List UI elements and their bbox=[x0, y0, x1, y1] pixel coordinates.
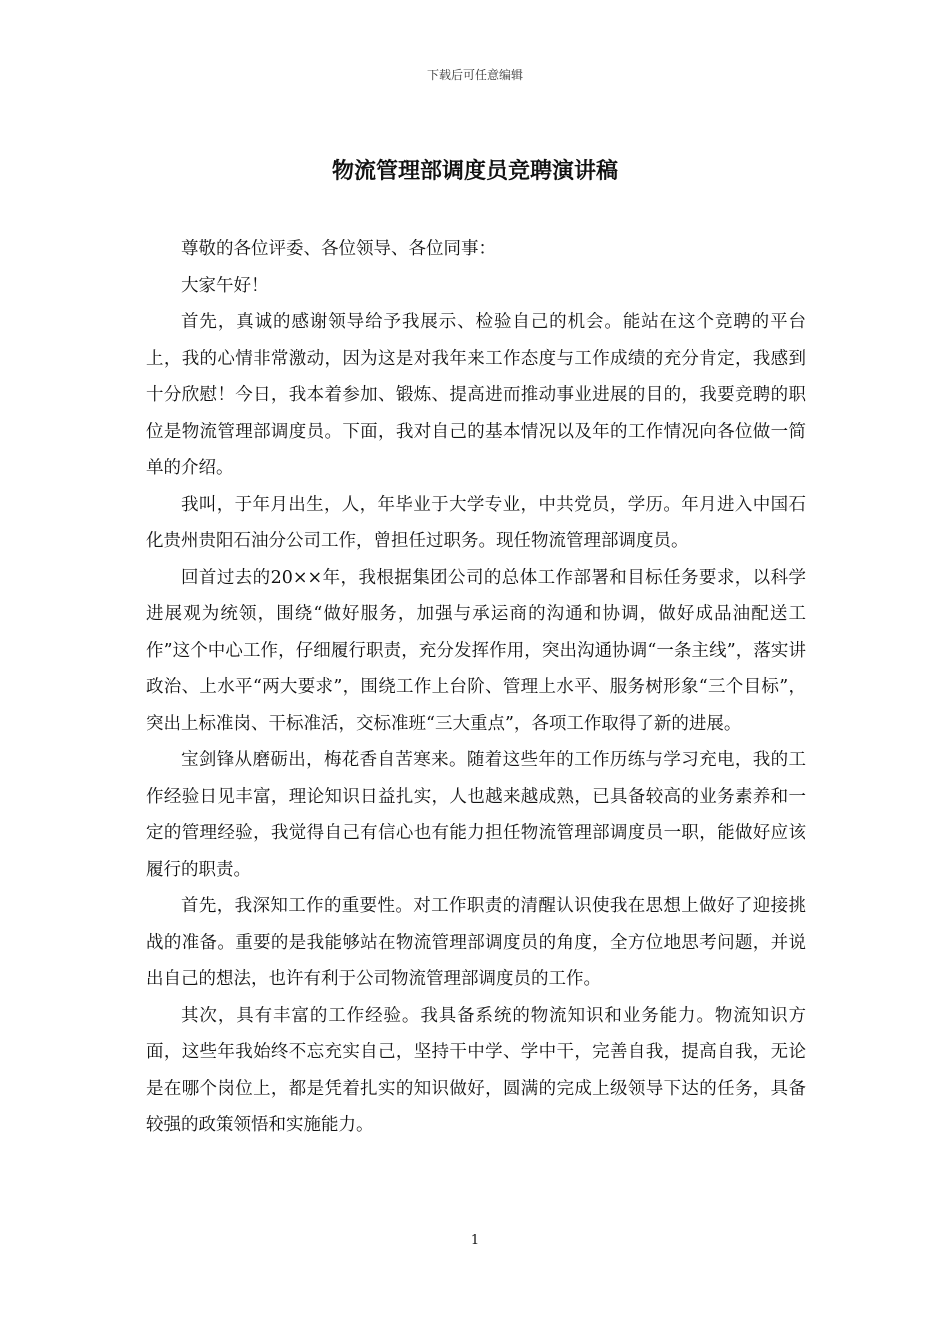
paragraph: 我叫，于年月出生，人，年毕业于大学专业，中共党员，学历。年月进入中国石化贵州贵阳石油分公司工作，曾担任过职务。现任物流管理部调度员。 bbox=[146, 494, 806, 551]
document-body bbox=[146, 231, 806, 1144]
page-number: 1 bbox=[470, 1233, 480, 1248]
page-header-note: 下载后可任意编辑 bbox=[426, 68, 523, 82]
paragraph: 宝剑锋从磨砺出，梅花香自苦寒来。随着这些年的工作历练与学习充电，我的工作经验日见丰富，理论知识日益扎实，人也越来越成熟，已具备较高的业务素养和一定的管理经验，我觉得自己有信心也有能力担任物流管理部调度员一职，能做好应该履行的职责。 bbox=[146, 750, 806, 880]
paragraph: 首先，我深知工作的重要性。对工作职责的清醒认识使我在思想上做好了迎接挑战的准备。重要的是我能够站在物流管理部调度员的角度，全方位地思考问题，并说出自己的想法，也许有利于公司物流管理部调度员的工作。 bbox=[146, 896, 806, 989]
paragraph: 首先，真诚的感谢领导给予我展示、检验自己的机会。能站在这个竞聘的平台上，我的心情非常激动，因为这是对我年来工作态度与工作成绩的充分肯定，我感到十分欣慰！今日，我本着参加、锻炼、提高进而推动事业进展的目的，我要竞聘的职位是物流管理部调度员。下面，我对自己的基本情况以及年的工作情况向各位做一简单的介绍。 bbox=[146, 312, 806, 478]
paragraph-salutation: 尊敬的各位评委、各位领导、各位同事： bbox=[181, 239, 496, 259]
paragraph: 其次，具有丰富的工作经验。我具备系统的物流知识和业务能力。物流知识方面，这些年我始终不忘充实自己，坚持干中学、学中干，完善自我，提高自我，无论是在哪个岗位上，都是凭着扎实的知识做好，圆满的完成上级领导下达的任务，具备较强的政策领悟和实施能力。 bbox=[146, 1005, 806, 1135]
paragraph: 回首过去的20××年，我根据集团公司的总体工作部署和目标任务要求，以科学进展观为统领，围绕“做好服务，加强与承运商的沟通和协调，做好成品油配送工作”这个中心工作，仔细履行职责，充分发挥作用，突出沟通协调“一条主线”，落实讲政治、上水平“两大要求”，围绕工作上台阶、管理上水平、服务树形象“三个目标”，突出上标准岗、干标准活，交标准班“三大重点”，各项工作取得了新的进展。 bbox=[146, 567, 806, 734]
document-title: 物流管理部调度员竞聘演讲稿 bbox=[331, 158, 618, 184]
paragraph-greeting: 大家午好！ bbox=[181, 275, 269, 296]
